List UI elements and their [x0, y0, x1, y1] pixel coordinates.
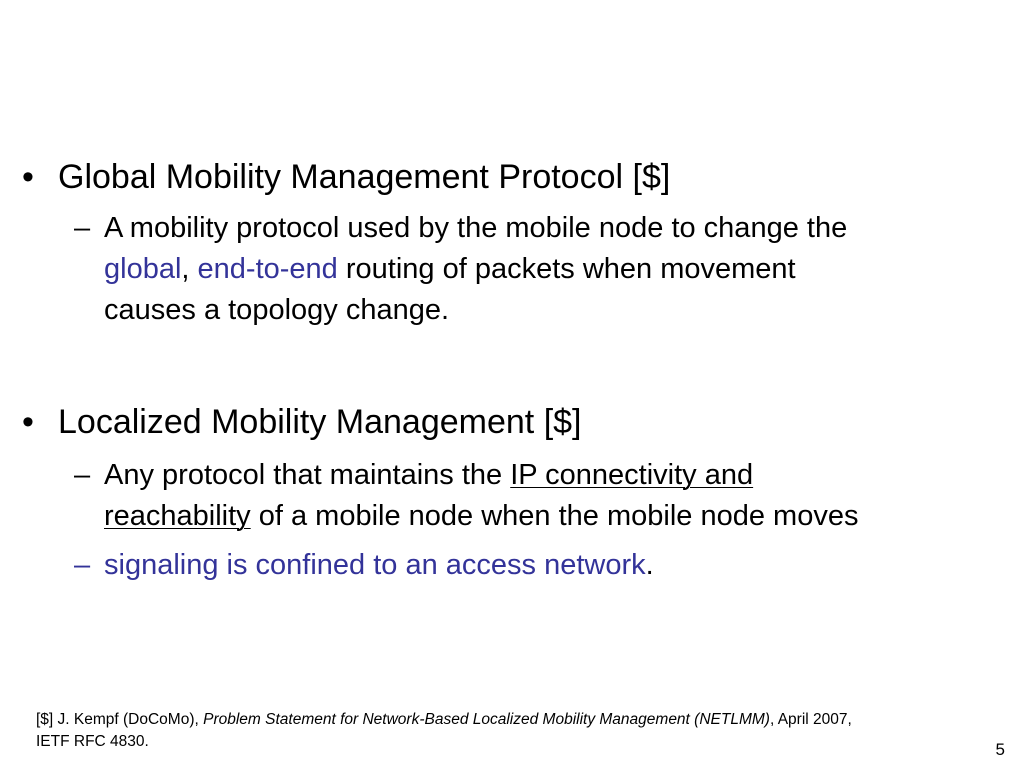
bullet-marker: • — [22, 403, 34, 441]
bullet-marker: • — [22, 158, 34, 196]
sub-item-line — [104, 249, 1004, 290]
sub-item-suffix: . — [645, 549, 654, 581]
footnote-line: IETF RFC 4830. — [36, 733, 149, 750]
sub-item-text — [104, 455, 1004, 537]
sub-item-line — [104, 455, 1004, 496]
sub-item-text-rest: of a mobile node when the mobile node moves — [250, 500, 859, 532]
underlined-ip-connectivity: IP connectivity and — [510, 459, 754, 491]
footnote-prefix: [$] J. Kempf (DoCoMo), — [36, 711, 204, 728]
sub-item-text-prefix: Any protocol that maintains the — [104, 459, 511, 491]
sub-item-marker: – — [74, 459, 91, 491]
sub-item-line: causes a topology change. — [104, 294, 450, 326]
sub-item-marker: – — [74, 549, 91, 581]
footnote-reference — [36, 709, 956, 753]
page-number: 5 — [995, 740, 1005, 759]
sub-item-text-rest: routing of packets when movement — [337, 253, 796, 285]
sub-item-text — [104, 208, 1004, 331]
sub-item-text — [104, 545, 1004, 586]
sub-item-line — [104, 496, 1004, 537]
underlined-reachability: reachability — [104, 500, 251, 532]
footnote-line — [36, 709, 956, 731]
footnote-title: Problem Statement for Network-Based Localized Mobility Management (NETLMM) — [203, 711, 770, 728]
footnote-suffix: , April 2007, — [769, 711, 852, 728]
separator-text: , — [181, 253, 198, 285]
sub-item-marker: – — [74, 212, 91, 244]
bullet-text: Localized Mobility Management [$] — [58, 403, 582, 441]
highlight-global: global — [104, 253, 182, 285]
highlight-end-to-end: end-to-end — [197, 253, 338, 285]
sub-item-line: A mobility protocol used by the mobile node to change the — [104, 212, 848, 244]
bullet-text: Global Mobility Management Protocol [$] — [58, 158, 671, 196]
highlight-signaling: signaling is confined to an access network — [104, 549, 646, 581]
